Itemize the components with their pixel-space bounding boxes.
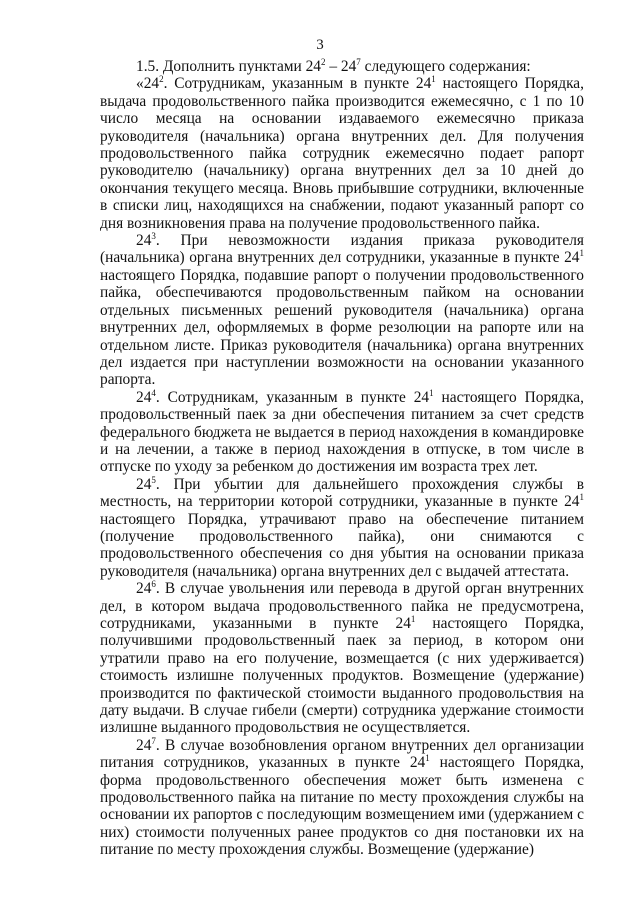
paragraph-24-6: $24^6$. В случае увольнения или перевода в другой орган внутренних дел, в котором выдача продовольственного пайка не предусмотрена, сотрудниками, указанными в пункте $24^1$ настоящего Порядка, получившими продовольственный паек за период, в котором они утратили право на его получение, возмещается (с них удерживается) стоимость излишне полученных продуктов. Возмещение (удержание) производится по фактической стоимости выданного продовольствия на дату выдачи. В случае гибели (смерти) сотрудника удержание стоимости излишне выданного продовольствия не осуществляется.: [100, 579, 584, 737]
paragraph-24-7: $24^7$. В случае возобновления органом внутренних дел организации питания сотрудников, указанных в пункте $24^1$ настоящего Порядка, форма продовольственного обеспечения может быть изменена с продовольственного пайка на питание по месту прохождения службы на основании их рапортов с последующим возмещением ими (удержанием с них) стоимости полученных ранее продуктов со дня постановки их на питание по месту прохождения службы. Возмещение (удержание): [100, 735, 584, 859]
document-body: [100, 58, 584, 859]
paragraph-24-3: $24^3$. При невозможности издания приказа руководителя (начальника) органа внутренних дел сотрудники, указанные в пункте $24^1$ настоящего Порядка, подавшие рапорт о получении продовольственного пайка, обеспечиваются продовольственным пайком на основании отдельных письменных решений руководителя (начальника) органа внутренних дел, оформляемых в форме резолюции на рапорте или на отдельном листе. Приказ руководителя (начальника) органа внутренних дел издается при наступлении возможности на основании указанного рапорта.: [100, 230, 584, 389]
paragraph-24-2: «$24^2$. Сотрудникам, указанным в пункте $24^1$ настоящего Порядка, выдача продовольственного пайка производится ежемесячно, с 1 по 10 число месяца на основании издаваемого ежемесячно приказа руководителя (начальника) органа внутренних дел. Для получения продовольственного пайка сотрудник ежемесячно подает рапорт руководителю (начальнику) органа внутренних дел за 10 дней до окончания текущего месяца. Вновь прибывшие сотрудники, включенные в списки лиц, находящихся на снабжении, подают указанный рапорт со дня возникновения права на получение продовольственного пайка.: [100, 74, 584, 232]
page-number: 3: [316, 37, 324, 53]
paragraph-24-4: $24^4$. Сотрудникам, указанным в пункте $24^1$ настоящего Порядка, продовольственный паек за дни обеспечения питанием за счет средств федерального бюджета не выдается в период нахождения в командировке и на лечении, а также в период нахождения в отпуске, в том числе в отпуске по уходу за ребенком до достижения им возраста трех лет.: [100, 387, 584, 476]
paragraph-24-5: $24^5$. При убытии для дальнейшего прохождения службы в местность, на территории которой сотрудники, указанные в пункте $24^1$ настоящего Порядка, утрачивают право на обеспечение питанием (получение продовольственного пайка), они снимаются с продовольственного обеспечения со дня убытия на основании приказа руководителя (начальника) органа внутренних дел с выдачей аттестата.: [100, 474, 584, 580]
paragraph-1-5-intro: 1.5. Дополнить пунктами $24^2 - 24^7$ следующего содержания:: [136, 56, 531, 75]
